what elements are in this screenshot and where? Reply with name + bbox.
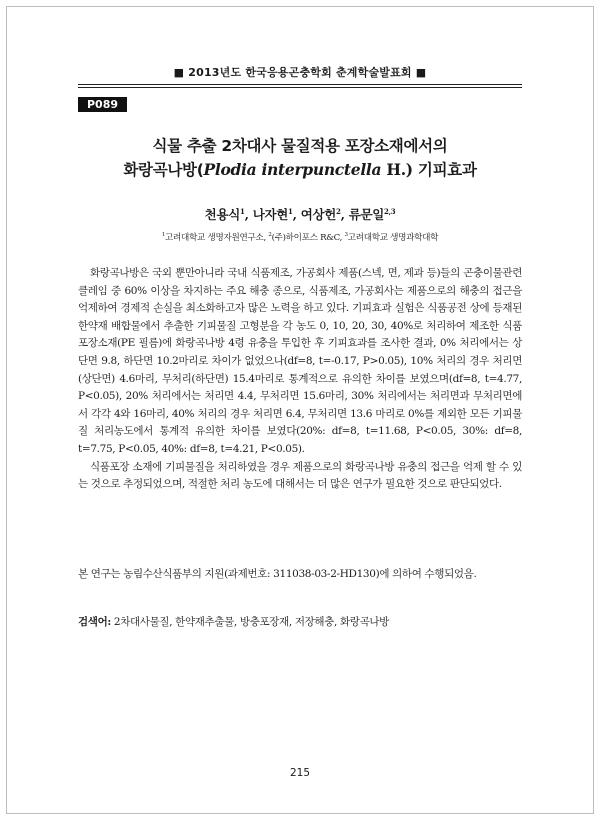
- species-name: Plodia interpunctella: [203, 160, 382, 179]
- affiliation: 고려대학교 생명과학대학: [347, 233, 439, 243]
- author: 나자현: [252, 207, 289, 222]
- affiliation-mark: 2: [268, 232, 272, 239]
- author: 류문일: [348, 207, 385, 222]
- author-affiliation-mark: 2,3: [384, 206, 396, 216]
- page-number: 215: [289, 767, 311, 779]
- paper-title: [78, 134, 522, 182]
- author-affiliation-mark: 1: [288, 206, 293, 216]
- title-line-1: 식물 추출 2차대사 물질적용 포장소재에서의: [152, 137, 448, 155]
- affiliation-list: $^1$고려대학교 생명자원연구소, $^2$(주)하이포스 R&C, $^3$고려대학교 생명과학대학: [161, 232, 439, 243]
- title-suffix: H.) 기피효과: [381, 160, 477, 179]
- author-affiliation-mark: 2: [336, 206, 341, 216]
- affiliation-mark: 3: [344, 232, 348, 239]
- keywords-label: 검색어:: [78, 616, 111, 628]
- author: 여상헌: [300, 207, 337, 222]
- abstract-body: [78, 265, 522, 494]
- conference-header: ■ 2013년도 한국응용곤충학회 춘계학술발표회 ■: [173, 66, 427, 79]
- affiliation-mark: 1: [161, 232, 166, 239]
- author: 천용식: [204, 207, 240, 222]
- paper-code-badge: P089: [78, 97, 127, 112]
- author-list: 천용식$^1$, 나자현$^1$, 여상헌$^2$, 류문일$^{2,3}$: [204, 206, 396, 222]
- affiliation: 고려대학교 생명자원연구소: [165, 233, 264, 243]
- title-prefix: 화랑곡나방(: [123, 161, 204, 179]
- abstract-paragraph: 식품포장 소재에 기피물질을 처리하였을 경우 제품으로의 화랑곡나방 유충의 접근을 억제 할 수 있는 것으로 추정되었으며, 적절한 처리 농도에 대해서는 더 많은 연구가 필요한 것으로 판단되었다.: [78, 460, 522, 491]
- title-line-2: [78, 158, 522, 182]
- affiliation: (주)하이포스 R&C: [271, 233, 340, 243]
- header-rule-bottom: [78, 87, 522, 88]
- keywords-text: 2차대사물질, 한약재추출물, 방충포장재, 저장해충, 화랑곡나방: [110, 616, 389, 628]
- author-affiliation-mark: 1: [240, 206, 245, 216]
- header-rule-top: [78, 84, 522, 85]
- abstract-paragraph: 화랑곡나방은 국외 뿐만아니라 국내 식품제조, 가공회사 제품(스넥, 면, 제과 등)들의 곤충이물관련 클레임 중 60% 이상을 차지하는 주요 해충 종으로, 식품제조, 가공회사는 제품으로의 해충의 접근을 억제하여 경제적 손실을 최소화하고자 많은 노력을 하고 있다. 기피효과 실험은 식품공전 상에 등재된 한약재 배합물에서 추출한 기피물질 고형분을 각 농도 0, 10, 20, 30, 40%로 처리하여 제조한 식품 포장소재(PE 필름)에 화랑곡나방 4령 유충을 투입한 후 기피효과를 조사한 결과, 0% 처리에서는 상단면 9.8, 하단면 10.2마리로 차이가 없었으나(df=8, t=-0.17, P>0.05), 10% 처리의 경우 처리면(상단면) 4.6마리, 무처리(하단면) 15.4마리로 통계적으로 유의한 차이를 보였으며(df=8, t=4.77, P<0.05), 20% 처리에서는 처리면 4.4, 무처리면 15.6마리, 30% 처리에서는 처리면과 무처리면에서 각각 4와 16마리, 40% 처리의 경우 처리면 6.4, 무처리면 13.6 마리로 0%를 제외한 모든 기피물질 처리농도에서 통계적 유의한 차이를 보였다(20%: df=8, t=11.68, P<0.05, 30%: df=8, t=7.75, P<0.05, 40%: df=8, t=4.21, P<0.05).: [78, 267, 522, 455]
- keywords: [78, 614, 522, 632]
- funding-acknowledgement: 본 연구는 농림수산식품부의 지원(과제번호: 311038-03-2-HD130)에 의하여 수행되었음.: [78, 568, 477, 580]
